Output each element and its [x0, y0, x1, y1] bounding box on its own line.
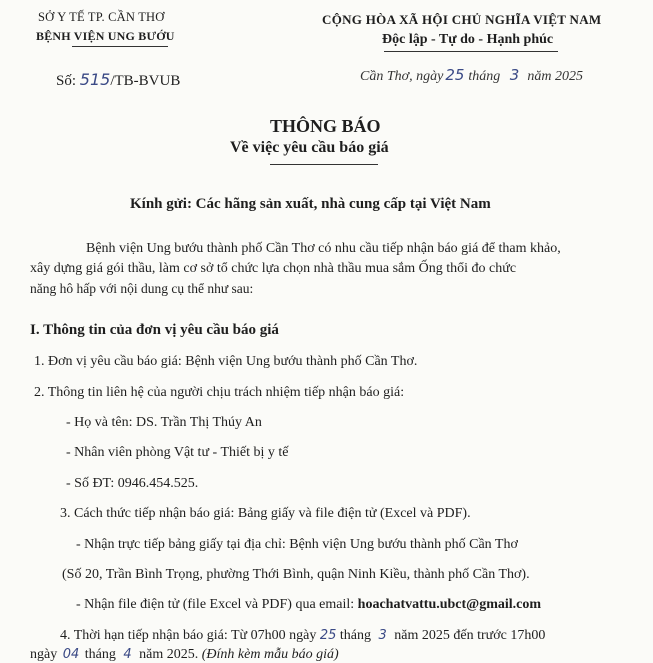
recipient: Kính gửi: Các hãng sản xuất, nhà cung cấp tại Việt Nam	[130, 196, 491, 212]
org-parent: SỞ Y TẾ TP. CẦN THƠ	[38, 10, 165, 24]
notice-subtitle: Về việc yêu cầu báo giá	[230, 139, 389, 156]
attachment-note: (Đính kèm mẫu báo giá)	[201, 647, 339, 662]
section-1-item-4	[60, 628, 545, 644]
section-1-heading: I. Thông tin của đơn vị yêu cầu báo giá	[30, 322, 279, 338]
email-submission-line	[76, 597, 541, 613]
contact-phone: - Số ĐT: 0946.454.525.	[66, 476, 199, 491]
date-year: năm 2025	[527, 69, 583, 84]
section-1-item-4-cont	[30, 647, 339, 663]
section-1-item-3: 3. Cách thức tiếp nhận báo giá: Bảng giấy và file điện tử (Excel và PDF).	[60, 506, 471, 521]
deadline-month-2: 4	[123, 647, 132, 662]
issue-date	[360, 66, 583, 85]
deadline-day: 25	[319, 628, 337, 643]
motto: Độc lập - Tự do - Hạnh phúc	[382, 32, 554, 47]
nation-title: CỘNG HÒA XÃ HỘI CHỦ NGHĨA VIỆT NAM	[322, 12, 602, 27]
doc-no-prefix: Số:	[56, 73, 77, 89]
section-1-item-1: 1. Đơn vị yêu cầu báo giá: Bệnh viện Ung bướu thành phố Cần Thơ.	[34, 354, 418, 369]
paper-submission-line-2: (Số 20, Trần Bình Trọng, phường Thới Bình, quận Ninh Kiều, thành phố Cần Thơ).	[62, 567, 530, 582]
org-underline	[72, 46, 168, 47]
deadline-text-c: năm 2025 đến trước 17h00	[394, 628, 546, 643]
paper-submission-line-1: - Nhận trực tiếp bảng giấy tại địa chỉ: Bệnh viện Ung bướu thành phố Cần Thơ	[76, 537, 518, 552]
deadline-month: 3	[378, 628, 387, 643]
motto-underline	[384, 51, 558, 52]
contact-name: - Họ và tên: DS. Trần Thị Thúy An	[66, 415, 262, 430]
document-number	[56, 70, 180, 90]
email-address[interactable]: hoachatvattu.ubct@gmail.com	[357, 597, 542, 612]
org-name: BỆNH VIỆN UNG BƯỚU	[36, 29, 175, 43]
deadline-text-e: tháng	[84, 647, 116, 662]
deadline-text-a: 4. Thời hạn tiếp nhận báo giá: Từ 07h00 ngày	[60, 628, 317, 643]
contact-department: - Nhân viên phòng Vật tư - Thiết bị y tế	[66, 445, 289, 460]
date-month: 3	[509, 66, 520, 84]
deadline-day-2: 04	[62, 647, 80, 662]
intro-line-1: Bệnh viện Ung bướu thành phố Cần Thơ có nhu cầu tiếp nhận báo giá để tham khảo,	[86, 241, 561, 256]
deadline-text-f: năm 2025.	[139, 647, 199, 662]
deadline-text-d: ngày	[30, 647, 58, 662]
doc-no-suffix: /TB-BVUB	[110, 73, 181, 89]
deadline-text-b: tháng	[339, 628, 371, 643]
intro-line-2: xây dựng giá gói thầu, làm cơ sở tổ chức lựa chọn nhà thầu mua sắm Ống thổi đo chức	[30, 261, 517, 276]
intro-line-3: năng hô hấp với nội dung cụ thể như sau:	[30, 281, 254, 296]
email-prefix: - Nhận file điện tử (file Excel và PDF) qua email:	[76, 597, 355, 612]
doc-no-value: 515	[79, 70, 111, 89]
date-day: 25	[445, 66, 465, 84]
notice-title: THÔNG BÁO	[270, 116, 381, 136]
section-1-item-2: 2. Thông tin liên hệ của người chịu trách nhiệm tiếp nhận báo giá:	[34, 385, 405, 400]
title-underline	[270, 164, 378, 165]
date-prefix: Cần Thơ, ngày	[360, 69, 444, 84]
date-month-label: tháng	[468, 69, 501, 84]
